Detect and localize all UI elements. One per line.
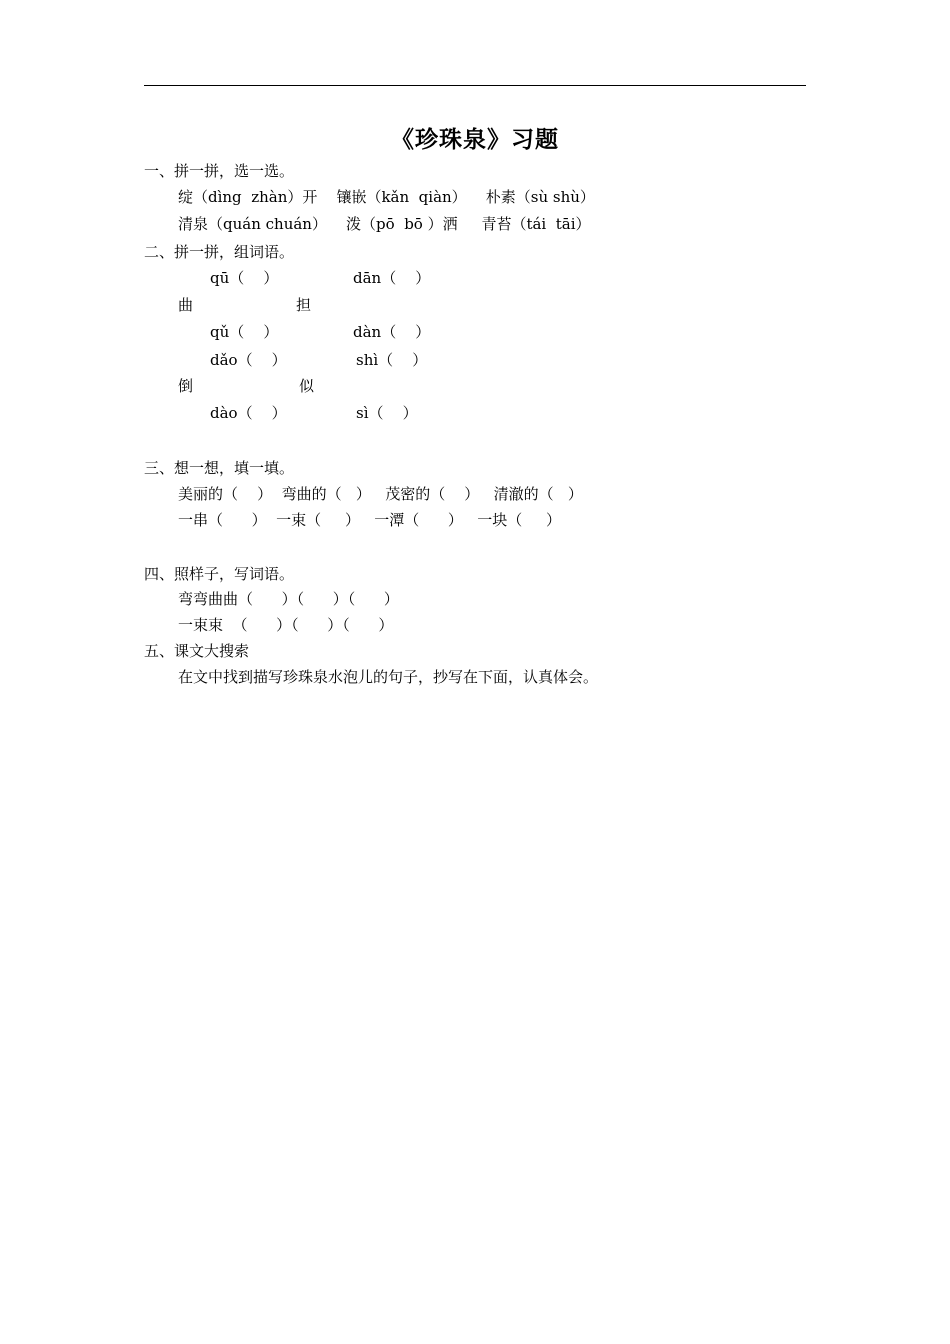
section3-row2: 一串（ ） 一束（ ） 一潭（ ） 一块（ ） <box>178 511 562 529</box>
pinyin-dao-2: dào（ ） <box>210 404 287 422</box>
pinyin-dao-1: dǎo（ ） <box>210 351 287 369</box>
pinyin-dan-2: dàn（ ） <box>353 323 431 341</box>
page-title: 《珍珠泉》习题 <box>391 126 559 153</box>
pinyin-si: sì（ ） <box>356 404 418 422</box>
section3-row1: 美丽的（ ） 弯曲的（ ） 茂密的（ ） 清澈的（ ） <box>178 485 583 503</box>
section4-heading: 四、照样子，写词语。 <box>144 565 295 583</box>
section5-instruction: 在文中找到描写珍珠泉水泡儿的句子，抄写在下面，认真体会。 <box>178 668 599 686</box>
char-qu: 曲 <box>178 296 194 314</box>
section3-heading: 三、想一想，填一填。 <box>144 459 295 477</box>
header-rule <box>144 85 806 86</box>
pinyin-dan-1: dān（ ） <box>353 269 431 287</box>
section4-row1: 弯弯曲曲（ ）（ ）（ ） <box>178 590 399 608</box>
char-si: 似 <box>299 377 315 395</box>
section1-row2: 清泉（quán chuán） 泼（pō bō ）洒 青苔（tái tāi） <box>178 215 591 233</box>
char-dan: 担 <box>296 296 312 314</box>
pinyin-qu-2: qǔ（ ） <box>210 323 279 341</box>
pinyin-shi: shì（ ） <box>356 351 428 369</box>
section5-heading: 五、课文大搜索 <box>144 642 250 660</box>
section1-row1: 绽（dìng zhàn）开 镶嵌（kǎn qiàn） 朴素（sù shù） <box>178 188 595 206</box>
char-dao: 倒 <box>178 377 194 395</box>
section1-heading: 一、拼一拼，选一选。 <box>144 162 295 180</box>
section2-heading: 二、拼一拼，组词语。 <box>144 243 295 261</box>
section4-row2: 一束束 （ ）（ ）（ ） <box>178 616 394 634</box>
pinyin-qu-1: qū（ ） <box>210 269 279 287</box>
